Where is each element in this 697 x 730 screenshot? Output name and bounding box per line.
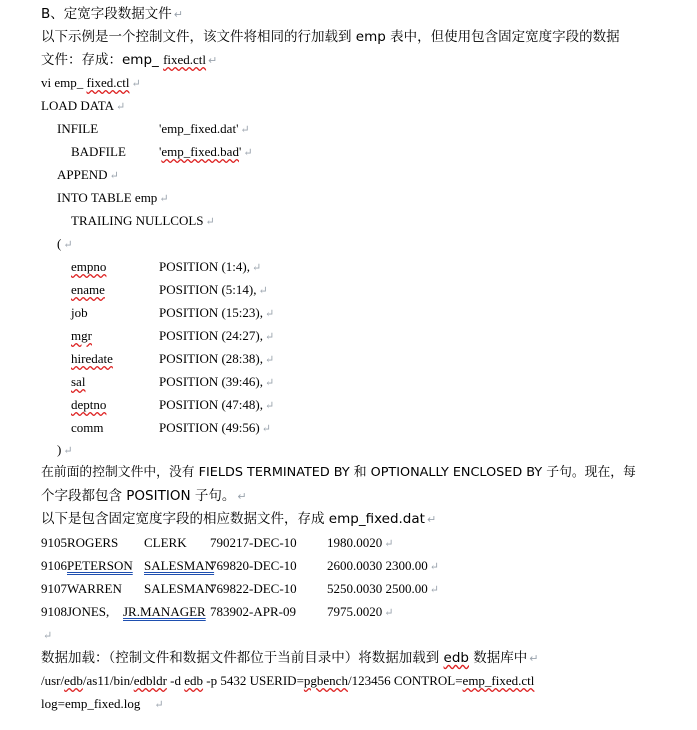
paragraph-mark-icon: ↵ (384, 538, 394, 550)
field-position: POSITION (5:14), ↵ (159, 282, 268, 297)
data-row: 9107WARREN (41, 581, 122, 596)
field-name: comm (71, 420, 104, 435)
data-row-col: SALESMAN (144, 558, 215, 573)
data-row-col: 769820-DEC-10 (210, 558, 297, 573)
paragraph-mark-icon: ↵ (258, 285, 268, 297)
paragraph-mark-icon: ↵ (208, 54, 218, 67)
into-table-line: INTO TABLE emp ↵ (57, 190, 169, 205)
paragraph-mark-icon: ↵ (265, 377, 275, 389)
load-data-line: LOAD DATA ↵ (41, 98, 126, 113)
paragraph-mark-icon: ↵ (173, 8, 183, 21)
paragraph-mark-icon: ↵ (252, 262, 262, 274)
data-row-col: 769822-DEC-10 (210, 581, 297, 596)
paragraph-mark-icon: ↵ (115, 101, 126, 113)
field-name: empno (71, 259, 107, 274)
paragraph-mark-icon: ↵ (205, 216, 215, 228)
field-name: mgr (71, 328, 92, 343)
paragraph-mark-icon: ↵ (384, 607, 394, 619)
data-row-col: 790217-DEC-10 (210, 535, 297, 550)
paragraph-mark-icon: ↵ (154, 699, 164, 711)
data-row: 9108JONES, (41, 604, 110, 619)
paragraph-mark-icon: ↵ (240, 124, 250, 136)
paragraph-mark-icon: ↵ (529, 652, 539, 665)
data-row: 9106PETERSON (41, 558, 133, 573)
paragraph-mark-icon: ↵ (63, 239, 73, 251)
intro-line-1: 以下示例是一个控制文件，该文件将相同的行加载到 emp 表中，但使用包含固定宽度字段的数据 (41, 29, 620, 45)
field-name: ename (71, 282, 105, 297)
empty-line (41, 627, 52, 644)
data-row-col: SALESMAN (144, 581, 215, 596)
vi-command: vi emp_ fixed.ctl ↵ (41, 75, 141, 90)
paragraph-mark-icon: ↵ (63, 445, 73, 457)
field-position: POSITION (1:4), ↵ (159, 259, 262, 274)
badfile-value: 'emp_fixed.bad' ↵ (159, 144, 253, 159)
explain-line-2: 个字段都包含 POSITION 子句。 ↵ (41, 488, 247, 504)
paragraph-mark-icon: ↵ (159, 193, 169, 205)
paragraph-mark-icon: ↵ (109, 170, 119, 182)
field-name: job (71, 305, 88, 320)
paragraph-mark-icon: ↵ (265, 400, 275, 412)
paragraph-mark-icon: ↵ (261, 423, 271, 435)
field-position: POSITION (28:38), ↵ (159, 351, 275, 366)
paragraph-mark-icon: ↵ (429, 561, 439, 573)
field-position: POSITION (15:23), ↵ (159, 305, 275, 320)
data-row-col: CLERK (144, 535, 187, 550)
edbldr-command: /usr/edb/as11/bin/edbldr -d edb -p 5432 USERID=pgbench/123456 CONTROL=emp_fixed.ctl (41, 673, 535, 688)
section-heading: B、定宽字段数据文件 ↵ (41, 6, 183, 22)
paragraph-mark-icon: ↵ (237, 490, 247, 503)
data-row-col: 783902-APR-09 (210, 604, 296, 619)
paragraph-mark-icon: ↵ (265, 308, 275, 320)
paragraph-mark-icon: ↵ (43, 630, 53, 642)
paragraph-mark-icon: ↵ (265, 331, 275, 343)
intro-line-2: 文件：存成：emp_ fixed.ctl ↵ (41, 52, 218, 68)
load-line: 数据加载：（控制文件和数据文件都位于当前目录中）将数据加载到 edb 数据库中 ↵ (41, 650, 539, 666)
log-line: log=emp_fixed.log ↵ (41, 696, 164, 711)
infile-value: 'emp_fixed.dat' ↵ (159, 121, 250, 136)
explain-line-1: 在前面的控制文件中，没有 FIELDS TERMINATED BY 和 OPTIONALLY ENCLOSED BY 子句。现在，每 (41, 465, 636, 480)
data-row-col: 7975.0020 ↵ (327, 604, 394, 619)
data-row-col: 1980.0020 ↵ (327, 535, 394, 550)
append-line: APPEND ↵ (57, 167, 119, 182)
field-position: POSITION (24:27), ↵ (159, 328, 275, 343)
close-paren-line: ) ↵ (57, 442, 73, 457)
paragraph-mark-icon: ↵ (243, 147, 253, 159)
field-position: POSITION (39:46), ↵ (159, 374, 275, 389)
data-row-col: 5250.0030 2500.00 ↵ (327, 581, 439, 596)
data-row-col: 2600.0030 2300.00 ↵ (327, 558, 439, 573)
field-name: deptno (71, 397, 107, 412)
paragraph-mark-icon: ↵ (429, 584, 439, 596)
open-paren-line: ( ↵ (57, 236, 73, 251)
data-row-col: JR.MANAGER (123, 604, 206, 619)
paragraph-mark-icon: ↵ (265, 354, 275, 366)
trailing-nullcols-line: TRAILING NULLCOLS ↵ (71, 213, 215, 228)
field-name: sal (71, 374, 86, 389)
infile-line: INFILE (57, 121, 99, 136)
badfile-line: BADFILE (71, 144, 126, 159)
field-name: hiredate (71, 351, 113, 366)
explain-line-3: 以下是包含固定宽度字段的相应数据文件，存成 emp_fixed.dat ↵ (41, 511, 437, 527)
paragraph-mark-icon: ↵ (426, 513, 437, 526)
data-row: 9105ROGERS (41, 535, 119, 550)
field-position: POSITION (47:48), ↵ (159, 397, 275, 412)
paragraph-mark-icon: ↵ (131, 78, 141, 90)
field-position: POSITION (49:56) ↵ (159, 420, 271, 435)
